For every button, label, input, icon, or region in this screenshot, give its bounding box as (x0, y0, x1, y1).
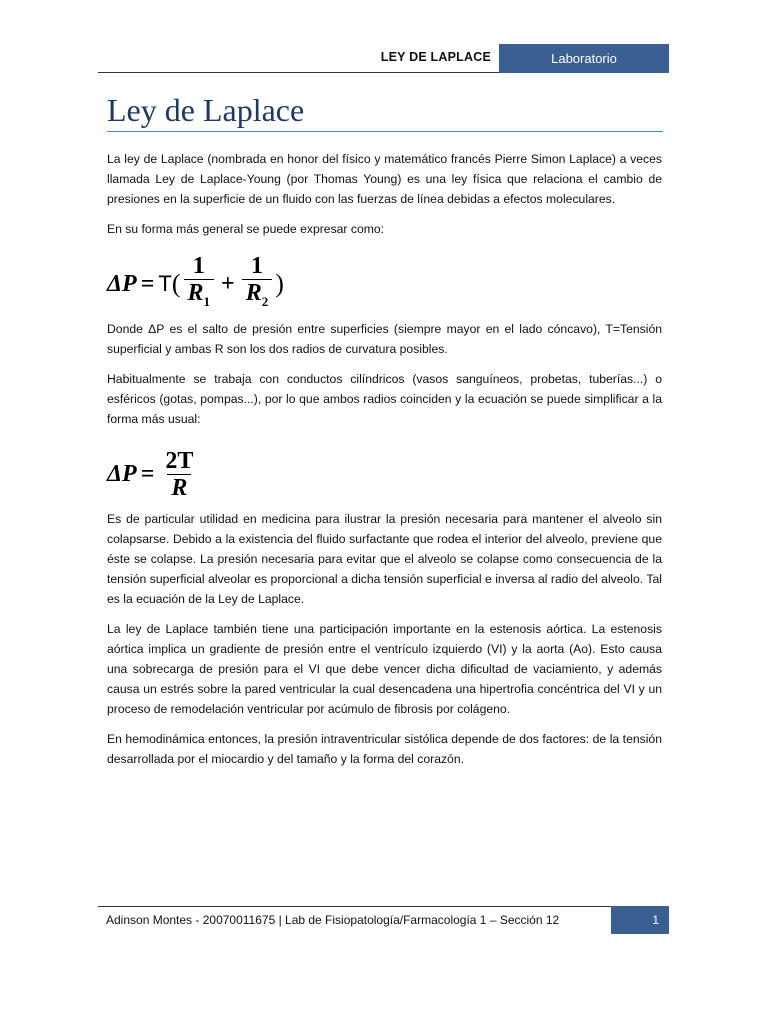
paragraph-aortic-stenosis: La ley de Laplace también tiene una participación importante en la estenosis aórtica. La estenosis aórtica implica un gradiente de presión entre el ventrículo izquierdo (VI) y la aorta (Ao). Esto causa una sobrecarga de presión para el VI que debe vencer dicha dificultad de vaciamiento, y además causa un estrés sobre la pared ventricular la cual desencadena una hipertrofia concéntrica del VI y un proceso de remodelación ventricular por acúmulo de fibrosis por colágeno. (107, 622, 662, 716)
fraction-denominator: $R_1$ (184, 279, 215, 315)
header-tag: Laboratorio (499, 44, 669, 73)
fraction-numerator: 2T (165, 447, 194, 474)
paragraph-hemodynamics: En hemodinámica entonces, la presión intraventricular sistólica depende de dos factores: de la tensión desarrollada por el miocardio y del tamaño y la forma del corazón. (107, 732, 662, 766)
footer-divider (98, 906, 669, 907)
formula-lhs: ΔP (107, 460, 137, 487)
document-title: Ley de Laplace (107, 92, 305, 128)
fraction-numerator: 1 (192, 253, 205, 280)
formula-tension: T (158, 271, 172, 296)
fraction-2t-over-r (161, 448, 197, 501)
page-header (98, 44, 669, 74)
page-number: 1 (611, 906, 669, 934)
fraction-numerator: 1 (250, 253, 263, 280)
formula-general (107, 249, 662, 319)
paragraph-definitions: Donde ΔP es el salto de presión entre superficies (siempre mayor en el lado cóncavo), T=Tensión superficial y ambas R son los dos radios de curvatura posibles. (107, 322, 662, 356)
formula-equals: = (140, 460, 155, 487)
formula-simplified (107, 439, 662, 509)
paragraph-general-form: En su forma más general se puede expresar como: (107, 222, 385, 236)
fraction-denominator: R (167, 474, 191, 501)
fraction-1-over-r1 (184, 253, 215, 315)
fraction-1-over-r2 (242, 253, 273, 315)
paragraph-intro: La ley de Laplace (nombrada en honor del físico y matemático francés Pierre Simon Laplace) a veces llamada Ley de Laplace-Young (por Thomas Young) es una ley física que relaciona el cambio de presiones en la superficie de un fluido con las fuerzas de línea debidas a efectos moleculares. (107, 152, 662, 206)
title-underline (107, 131, 663, 132)
footer-text: Adinson Montes - 20070011675 | Lab de Fisiopatología/Farmacología 1 – Sección 12 (106, 913, 560, 927)
fraction-denominator: $R_2$ (242, 279, 273, 315)
formula-equals: = (140, 270, 155, 297)
formula-close-paren: ) (275, 269, 284, 298)
paragraph-medicine: Es de particular utilidad en medicina para ilustrar la presión necesaria para mantener el alveolo sin colapsarse. Debido a la existencia del fluido surfactante que rodea el interior del alveolo, previene que éste se colapse. La presión necesaria para evitar que el alveolo se colapse como consecuencia de la tensión superficial alveolar es proporcional a dicha tensión superficial e inversa al radio del alveolo. Tal es la ecuación de la Ley de Laplace. (107, 512, 662, 606)
page-footer (98, 906, 669, 934)
header-divider (98, 72, 499, 73)
formula-open-paren: ( (171, 269, 181, 298)
formula-plus: + (221, 270, 235, 297)
document-body (107, 149, 662, 779)
formula-lhs: ΔP (107, 270, 137, 297)
paragraph-simplification: Habitualmente se trabaja con conductos cilíndricos (vasos sanguíneos, probetas, tuberías...) o esféricos (gotas, pompas...), por lo que ambos radios coinciden y la ecuación se puede simplificar a la forma más usual: (107, 372, 662, 426)
header-title: LEY DE LAPLACE (380, 50, 491, 64)
